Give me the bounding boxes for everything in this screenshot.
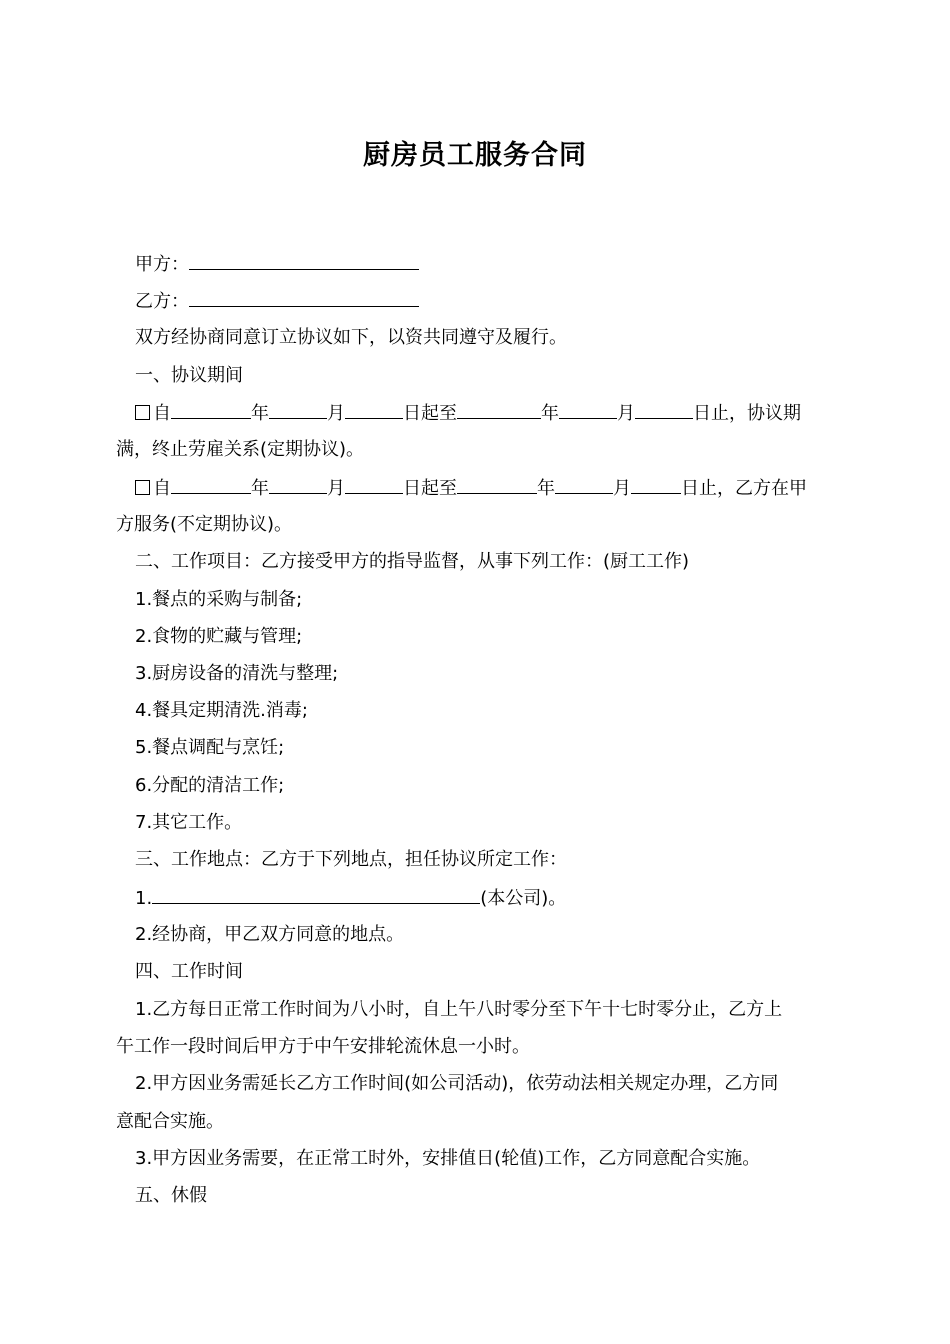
list-item: 3.厨房设备的清洗与整理;: [135, 663, 339, 684]
document-title: 厨房员工服务合同: [363, 140, 587, 171]
worktime-para-2a: 2.甲方因业务需延长乙方工作时间(如公司活动)，依劳动法相关规定办理，乙方同: [135, 1073, 779, 1094]
term-option-fixed: [135, 401, 835, 426]
worktime-para-3: 3.甲方因业务需要，在正常工时外，安排值日(轮值)工作，乙方同意配合实施。: [135, 1148, 761, 1169]
blank: [171, 401, 251, 419]
term-text: 年: [537, 478, 555, 499]
blank: [457, 476, 537, 494]
term-option-fixed-cont: 满，终止劳雇关系(定期协议)。: [116, 439, 365, 460]
term-text: 年: [541, 403, 559, 424]
party-a-blank: [189, 252, 419, 270]
worktime-para-1b: 午工作一段时间后甲方于中午安排轮流休息一小时。: [116, 1036, 530, 1057]
blank: [457, 401, 541, 419]
location-prefix: 1.: [135, 888, 153, 909]
term-option-indefinite: [135, 476, 835, 501]
term-text: 自: [153, 478, 171, 499]
party-b-blank: [189, 289, 419, 307]
worktime-para-1a: 1.乙方每日正常工作时间为八小时，自上午八时零分至下午十七时零分止，乙方上: [135, 999, 783, 1020]
blank: [635, 401, 693, 419]
blank: [345, 476, 403, 494]
term-text: 年: [251, 478, 269, 499]
term-text: 日起至: [403, 478, 457, 499]
section-2-heading: 二、工作项目：乙方接受甲方的指导监督，从事下列工作：(厨工工作): [135, 551, 690, 572]
list-item: 4.餐具定期清洗.消毒;: [135, 700, 308, 721]
term-text: 月: [617, 403, 635, 424]
term-text: 月: [327, 478, 345, 499]
worktime-para-2b: 意配合实施。: [116, 1111, 224, 1132]
location-item-1: [135, 886, 855, 911]
section-1-heading: 一、协议期间: [135, 365, 243, 386]
section-5-heading: 五、休假: [135, 1185, 207, 1206]
party-b-line: [135, 289, 855, 314]
party-a-label: 甲方：: [135, 254, 189, 275]
list-item: 7.其它工作。: [135, 812, 243, 833]
term-text: 日止，乙方在甲: [681, 478, 807, 499]
party-a-line: [135, 252, 855, 277]
blank: [345, 401, 403, 419]
blank: [559, 401, 617, 419]
section-4-heading: 四、工作时间: [135, 961, 243, 982]
intro-text: 双方经协商同意订立协议如下，以资共同遵守及履行。: [135, 327, 567, 348]
term-text: 月: [613, 478, 631, 499]
term-text: 自: [153, 403, 171, 424]
term-text: 日起至: [403, 403, 457, 424]
list-item: 1.餐点的采购与制备;: [135, 589, 303, 610]
list-item: 6.分配的清洁工作;: [135, 775, 285, 796]
blank: [269, 476, 327, 494]
checkbox-indefinite-term[interactable]: [135, 480, 150, 495]
checkbox-fixed-term[interactable]: [135, 405, 150, 420]
list-item: 2.食物的贮藏与管理;: [135, 626, 303, 647]
location-item-2: 2.经协商，甲乙双方同意的地点。: [135, 924, 405, 945]
blank: [269, 401, 327, 419]
blank: [631, 476, 681, 494]
location-blank: [152, 886, 480, 904]
section-3-heading: 三、工作地点：乙方于下列地点，担任协议所定工作：: [135, 849, 567, 870]
term-text: 日止，协议期: [693, 403, 801, 424]
blank: [555, 476, 613, 494]
location-suffix: (本公司)。: [480, 888, 567, 909]
term-text: 月: [327, 403, 345, 424]
term-text: 年: [251, 403, 269, 424]
list-item: 5.餐点调配与烹饪;: [135, 737, 285, 758]
party-b-label: 乙方：: [135, 291, 189, 312]
blank: [171, 476, 251, 494]
term-option-indefinite-cont: 方服务(不定期协议)。: [116, 514, 293, 535]
